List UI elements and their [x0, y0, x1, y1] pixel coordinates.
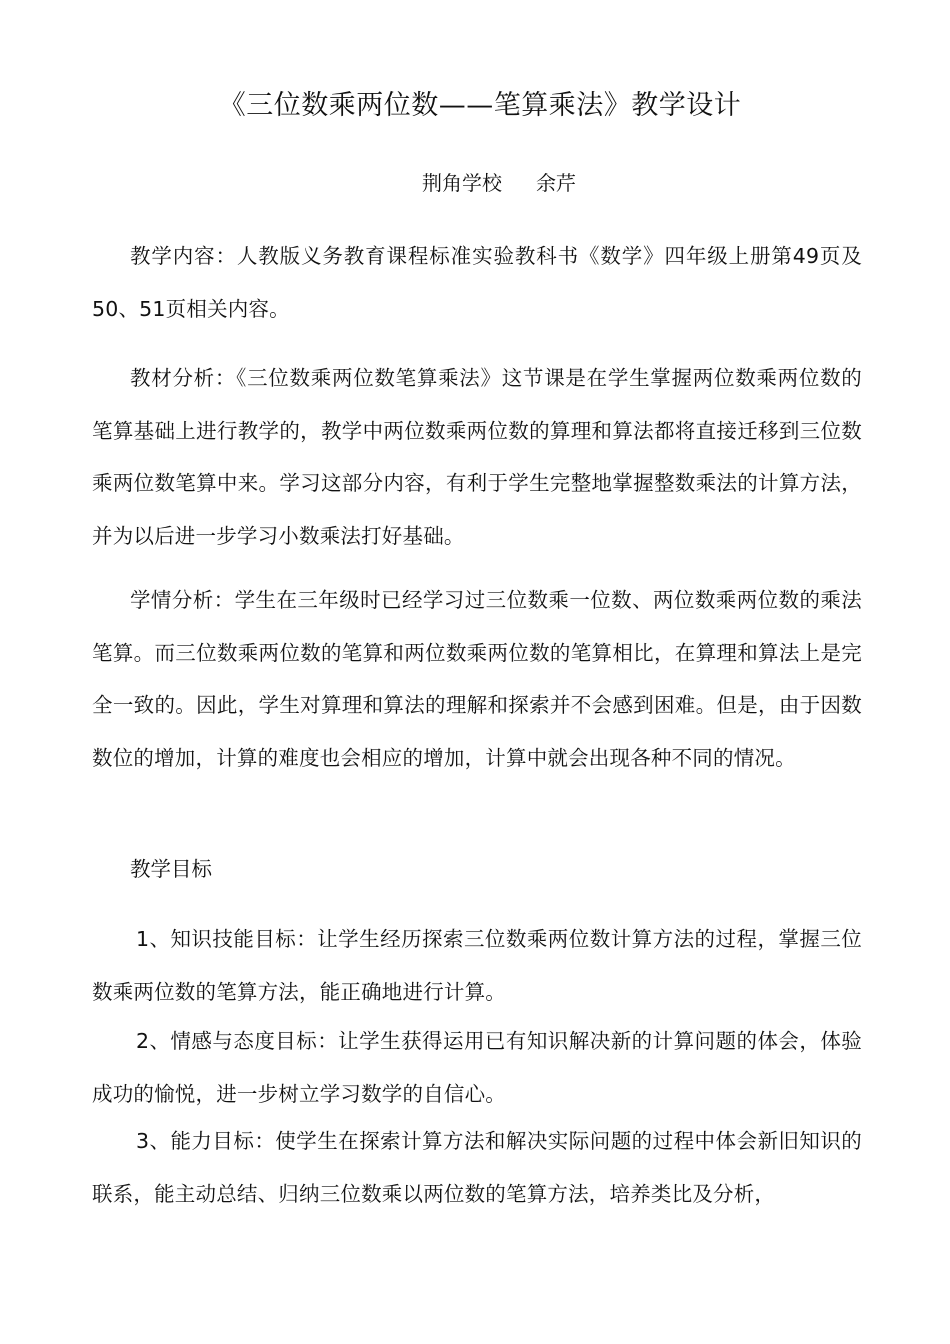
- teaching-content-paragraph: 教学内容：人教版义务教育课程标准实验教科书《数学》四年级上册第49页及50、51页相关内容。: [92, 244, 862, 321]
- material-analysis-paragraph: 教材分析：《三位数乘两位数笔算乘法》这节课是在学生掌握两位数乘两位数的笔算基础上进行教学的，教学中两位数乘两位数的算理和算法都将直接迁移到三位数乘两位数笔算中来。学习这部分内容，有利于学生完整地掌握整数乘法的计算方法，并为以后进一步学习小数乘法打好基础。: [92, 366, 862, 548]
- document-title: 《三位数乘两位数——笔算乘法》教学设计: [218, 90, 742, 121]
- author-school: 荆角学校: [422, 171, 502, 195]
- student-analysis-paragraph: 学情分析：学生在三年级时已经学习过三位数乘一位数、两位数乘两位数的乘法笔算。而三位数乘两位数的笔算和两位数乘两位数的笔算相比，在算理和算法上是完全一致的。因此，学生对算理和算法的理解和探索并不会感到困难。但是，由于因数数位的增加，计算的难度也会相应的增加，计算中就会出现各种不同的情况。: [92, 588, 862, 770]
- author-line: [0, 168, 950, 198]
- goal-item-ability: 3、能力目标：使学生在探索计算方法和解决实际问题的过程中体会新旧知识的联系，能主动总结、归纳三位数乘以两位数的笔算方法，培养类比及分析，: [92, 1129, 862, 1206]
- author-name: 余芹: [536, 171, 576, 195]
- goals-heading: 教学目标: [130, 857, 212, 881]
- goal-item-knowledge: 1、知识技能目标：让学生经历探索三位数乘两位数计算方法的过程，掌握三位数乘两位数的笔算方法，能正确地进行计算。: [92, 927, 862, 1004]
- goal-item-emotion: 2、情感与态度目标：让学生获得运用已有知识解决新的计算问题的体会，体验成功的愉悦，进一步树立学习数学的自信心。: [92, 1029, 862, 1106]
